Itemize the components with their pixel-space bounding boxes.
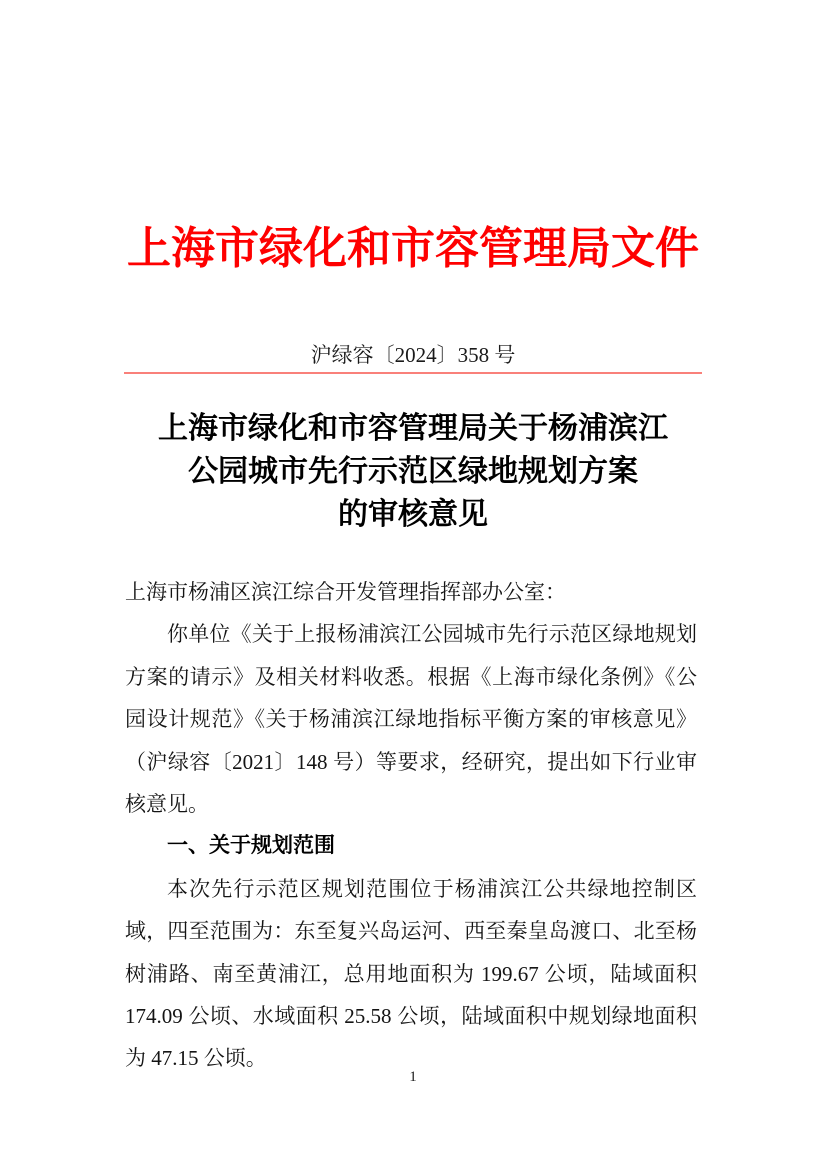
document-body (125, 571, 697, 1080)
document-number: 沪绿容〔2024〕358 号 (310, 343, 516, 367)
letterhead-agency-title: 上海市绿化和市容管理局文件 (127, 224, 699, 273)
page-number: 1 (409, 1069, 417, 1085)
intro-paragraph: 你单位《关于上报杨浦滨江公园城市先行示范区绿地规划方案的请示》及相关材料收悉。根据《上海市绿化条例》《公园设计规范》《关于杨浦滨江绿地指标平衡方案的审核意见》（沪绿容〔2021〕148 号）等要求，经研究，提出如下行业审核意见。 (125, 622, 697, 817)
letterhead-divider-rule (124, 372, 702, 374)
document-title (0, 407, 826, 536)
document-title-line-3: 的审核意见 (338, 498, 488, 531)
section-1-heading: 一、关于规划范围 (167, 834, 335, 858)
document-title-line-1: 上海市绿化和市容管理局关于杨浦滨江 (158, 412, 668, 445)
salutation-line: 上海市杨浦区滨江综合开发管理指挥部办公室： (125, 580, 566, 604)
section-1-paragraph: 本次先行示范区规划范围位于杨浦滨江公共绿地控制区域，四至范围为：东至复兴岛运河、西至秦皇岛渡口、北至杨树浦路、南至黄浦江，总用地面积为 199.67 公顷，陆域面积 174.09 公顷、水域面积 25.58 公顷，陆域面积中规划绿地面积为 47.15 公顷。 (125, 876, 697, 1071)
document-title-line-2: 公园城市先行示范区绿地规划方案 (188, 455, 638, 488)
